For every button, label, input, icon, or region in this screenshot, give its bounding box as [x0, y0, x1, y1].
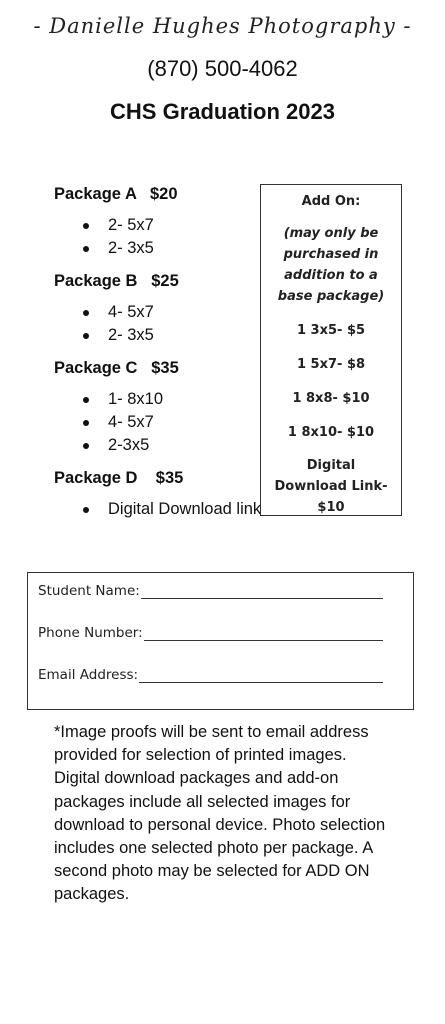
package-item: 2- 3x5	[54, 237, 254, 260]
package-a	[54, 183, 254, 260]
addon-item: 1 5x7- $8	[296, 357, 366, 372]
addon-item: 1 3x5- $5	[296, 323, 366, 338]
email-address-field[interactable]	[38, 663, 383, 683]
package-item: Digital Download link	[54, 498, 254, 521]
package-items	[54, 301, 254, 347]
package-heading: Package A $20	[54, 185, 178, 203]
addon-title: Add On:	[301, 194, 361, 209]
package-item: 4- 5x7	[54, 411, 254, 434]
package-items	[54, 214, 254, 260]
addon-item: 1 8x10- $10	[287, 425, 375, 440]
package-item: 2- 5x7	[54, 214, 254, 237]
student-name-field[interactable]	[38, 579, 383, 599]
addon-download: Digital Download Link- $10	[274, 458, 388, 515]
package-items	[54, 498, 262, 521]
event-title: CHS Graduation 2023	[110, 99, 335, 124]
package-item: 2-3x5	[54, 434, 254, 457]
student-name-label: Student Name:	[38, 583, 140, 599]
package-item: 1- 8x10	[54, 388, 254, 411]
package-list	[54, 183, 262, 531]
package-heading: Package D $35	[54, 469, 184, 487]
addon-note: (may only be purchased in addition to a base package)	[277, 226, 385, 304]
addon-box	[260, 184, 402, 516]
addon-item: 1 8x8- $10	[292, 391, 370, 406]
package-item: 2- 3x5	[54, 324, 254, 347]
email-address-line[interactable]	[139, 664, 383, 683]
phone-number-line[interactable]	[144, 622, 383, 641]
contact-form	[27, 572, 414, 710]
brand-logo: - Danielle Hughes Photography -	[33, 14, 412, 38]
package-c	[54, 357, 254, 457]
package-heading: Package B $25	[54, 272, 179, 290]
fine-print: *Image proofs will be sent to email address provided for selection of printed images. Digital download packages and add-on packages include all selected images for download to personal device. Photo selection includes one selected photo per package. A second photo may be selected for ADD ON packages.	[54, 723, 386, 904]
package-d	[54, 467, 262, 521]
package-items	[54, 388, 254, 457]
package-item: 4- 5x7	[54, 301, 254, 324]
student-name-line[interactable]	[141, 580, 383, 599]
phone-number: (870) 500-4062	[147, 56, 298, 81]
package-b	[54, 270, 254, 347]
email-address-label: Email Address:	[38, 667, 139, 683]
phone-number-label: Phone Number:	[38, 625, 143, 641]
package-heading: Package C $35	[54, 359, 179, 377]
phone-number-field[interactable]	[38, 621, 383, 641]
